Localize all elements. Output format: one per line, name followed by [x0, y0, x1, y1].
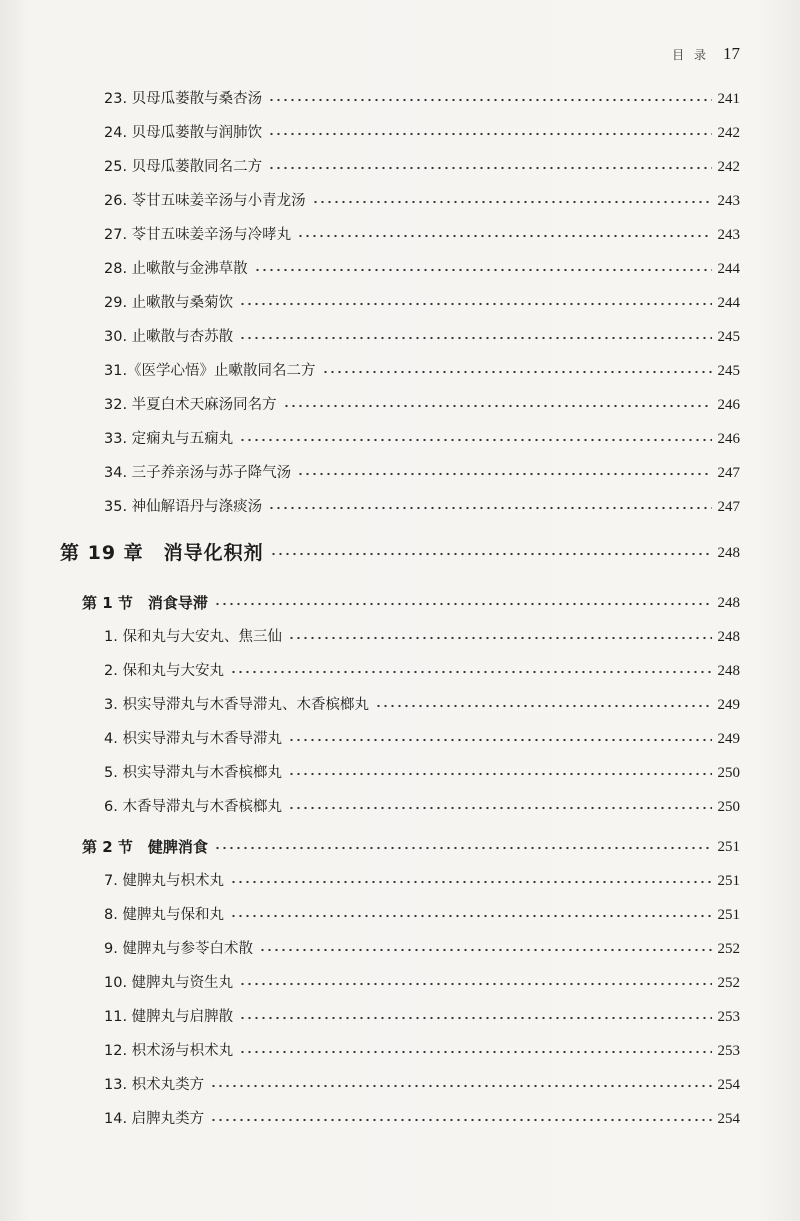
dot-leader: [268, 95, 711, 105]
dot-leader: [254, 265, 712, 275]
toc-entry-title: 33. 定痫丸与五痫丸: [104, 431, 234, 447]
table-of-contents: [60, 90, 740, 1128]
toc-entry-title: 13. 枳术丸类方: [104, 1077, 205, 1093]
toc-page-number: 254: [717, 1111, 740, 1127]
toc-entry-title: 11. 健脾丸与启脾散: [104, 1009, 234, 1025]
toc-entry-title: 31.《医学心悟》止嗽散同名二方: [104, 363, 316, 379]
toc-entry-title: 9. 健脾丸与参苓白术散: [104, 941, 253, 957]
toc-page-number: 247: [717, 499, 740, 515]
toc-page-number: 252: [717, 941, 740, 957]
dot-leader: [230, 877, 712, 887]
dot-leader: [283, 401, 712, 411]
toc-item-row: [60, 498, 740, 516]
toc-item-row: [60, 764, 740, 782]
dot-leader: [239, 435, 711, 445]
toc-page-number: 244: [717, 261, 740, 277]
toc-item-row: [60, 1008, 740, 1026]
toc-item-row: [60, 628, 740, 646]
toc-item-row: [60, 906, 740, 924]
toc-entry-title: 7. 健脾丸与枳术丸: [104, 873, 224, 889]
toc-item-row: [60, 192, 740, 210]
toc-entry-title: 第 19 章 消导化积剂: [60, 542, 264, 564]
toc-item-row: [60, 396, 740, 414]
running-header: [672, 44, 740, 64]
toc-entry-title: 1. 保和丸与大安丸、焦三仙: [104, 629, 282, 645]
toc-page-number: 242: [717, 159, 740, 175]
dot-leader: [239, 333, 711, 343]
toc-item-row: [60, 294, 740, 312]
toc-entry-title: 32. 半夏白术天麻汤同名方: [104, 397, 277, 413]
toc-page-number: 245: [717, 363, 740, 379]
toc-entry-title: 34. 三子养亲汤与苏子降气汤: [104, 465, 292, 481]
toc-item-row: [60, 798, 740, 816]
toc-entry-title: 23. 贝母瓜蒌散与桑杏汤: [104, 91, 263, 107]
dot-leader: [375, 701, 712, 711]
toc-section-row: [60, 838, 740, 856]
toc-section-row: [60, 594, 740, 612]
toc-entry-title: 3. 枳实导滞丸与木香导滞丸、木香槟榔丸: [104, 697, 369, 713]
toc-item-row: [60, 430, 740, 448]
dot-leader: [312, 197, 712, 207]
toc-entry-title: 8. 健脾丸与保和丸: [104, 907, 224, 923]
toc-item-row: [60, 328, 740, 346]
toc-page-number: 247: [717, 465, 740, 481]
toc-page-number: 253: [717, 1009, 740, 1025]
toc-page-number: 248: [717, 629, 740, 645]
toc-item-row: [60, 940, 740, 958]
dot-leader: [322, 367, 712, 377]
toc-page-number: 243: [717, 227, 740, 243]
toc-item-row: [60, 730, 740, 748]
dot-leader: [239, 299, 711, 309]
toc-entry-title: 26. 苓甘五味姜辛汤与小青龙汤: [104, 193, 306, 209]
toc-page-number: 251: [717, 873, 740, 889]
dot-leader: [230, 667, 712, 677]
dot-leader: [214, 843, 712, 853]
dot-leader: [239, 1013, 711, 1023]
dot-leader: [230, 911, 712, 921]
dot-leader: [288, 633, 712, 643]
section-title: 目 录: [672, 47, 709, 62]
toc-entry-title: 28. 止嗽散与金沸草散: [104, 261, 248, 277]
toc-entry-title: 30. 止嗽散与杏苏散: [104, 329, 234, 345]
dot-leader: [214, 599, 712, 609]
toc-entry-title: 5. 枳实导滞丸与木香槟榔丸: [104, 765, 282, 781]
dot-leader: [297, 231, 711, 241]
toc-item-row: [60, 662, 740, 680]
toc-page-number: 252: [717, 975, 740, 991]
toc-page-number: 251: [717, 907, 740, 923]
toc-page-number: 254: [717, 1077, 740, 1093]
toc-item-row: [60, 696, 740, 714]
toc-chapter-row: [60, 544, 740, 562]
toc-page-number: 249: [717, 697, 740, 713]
toc-entry-title: 14. 启脾丸类方: [104, 1111, 205, 1127]
dot-leader: [239, 1047, 711, 1057]
page-number: 17: [723, 44, 740, 63]
toc-entry-title: 10. 健脾丸与资生丸: [104, 975, 234, 991]
dot-leader: [268, 129, 711, 139]
toc-page-number: 248: [717, 663, 740, 679]
toc-page-number: 248: [717, 545, 740, 561]
toc-item-row: [60, 1110, 740, 1128]
toc-item-row: [60, 974, 740, 992]
dot-leader: [288, 769, 712, 779]
toc-page-number: 251: [717, 839, 740, 855]
toc-item-row: [60, 362, 740, 380]
toc-entry-title: 12. 枳术汤与枳术丸: [104, 1043, 234, 1059]
dot-leader: [210, 1115, 711, 1125]
toc-page-number: 243: [717, 193, 740, 209]
toc-entry-title: 2. 保和丸与大安丸: [104, 663, 224, 679]
dot-leader: [288, 803, 712, 813]
toc-entry-title: 27. 苓甘五味姜辛汤与冷哮丸: [104, 227, 292, 243]
toc-item-row: [60, 1042, 740, 1060]
dot-leader: [297, 469, 711, 479]
toc-entry-title: 6. 木香导滞丸与木香槟榔丸: [104, 799, 282, 815]
toc-item-row: [60, 464, 740, 482]
toc-item-row: [60, 226, 740, 244]
toc-entry-title: 第 2 节 健脾消食: [82, 838, 208, 856]
dot-leader: [268, 503, 711, 513]
toc-entry-title: 29. 止嗽散与桑菊饮: [104, 295, 234, 311]
toc-page-number: 246: [717, 431, 740, 447]
dot-leader: [270, 549, 712, 559]
toc-item-row: [60, 260, 740, 278]
toc-page-number: 241: [717, 91, 740, 107]
toc-item-row: [60, 872, 740, 890]
toc-page-number: 242: [717, 125, 740, 141]
toc-item-row: [60, 158, 740, 176]
toc-item-row: [60, 90, 740, 108]
toc-page-number: 244: [717, 295, 740, 311]
toc-entry-title: 第 1 节 消食导滞: [82, 594, 208, 612]
toc-page-number: 249: [717, 731, 740, 747]
toc-page-number: 248: [717, 595, 740, 611]
toc-page-number: 253: [717, 1043, 740, 1059]
dot-leader: [288, 735, 712, 745]
toc-page-number: 246: [717, 397, 740, 413]
dot-leader: [210, 1081, 711, 1091]
toc-page-number: 245: [717, 329, 740, 345]
toc-page-number: 250: [717, 799, 740, 815]
dot-leader: [259, 945, 712, 955]
toc-entry-title: 25. 贝母瓜蒌散同名二方: [104, 159, 263, 175]
toc-page-number: 250: [717, 765, 740, 781]
toc-entry-title: 35. 神仙解语丹与涤痰汤: [104, 499, 263, 515]
toc-entry-title: 4. 枳实导滞丸与木香导滞丸: [104, 731, 282, 747]
dot-leader: [268, 163, 711, 173]
toc-item-row: [60, 1076, 740, 1094]
toc-entry-title: 24. 贝母瓜蒌散与润肺饮: [104, 125, 263, 141]
dot-leader: [239, 979, 711, 989]
toc-item-row: [60, 124, 740, 142]
